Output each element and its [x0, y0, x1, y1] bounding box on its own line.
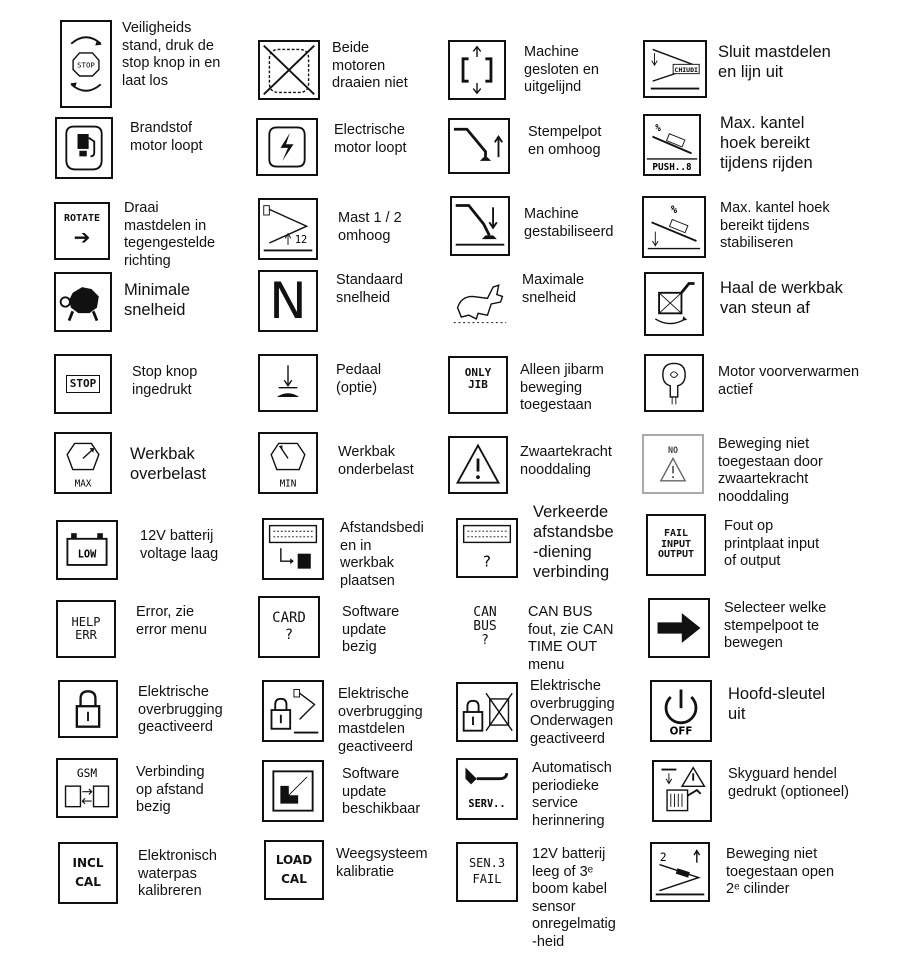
- item-label: Motor voorverwarmen actief: [718, 364, 860, 398]
- pedal-icon: [258, 354, 318, 412]
- item-label: Beweging niet toegestaan open 2ᵉ cilinder: [726, 846, 835, 897]
- item-label: Stop knop ingedrukt: [132, 364, 198, 398]
- svg-text:%: %: [655, 123, 661, 135]
- icon-text: GSM: [76, 766, 98, 780]
- glow-plug-icon: [644, 354, 704, 412]
- item-label: Veiligheids stand, druk de stop knop in en laat los: [122, 20, 221, 89]
- icon-text: STOP: [66, 375, 101, 393]
- stop-button-icon: [54, 354, 112, 414]
- no-warning-icon: [642, 434, 704, 494]
- engines-not-running-icon: [258, 40, 320, 100]
- machine-closed-icon: [448, 40, 506, 100]
- item-label: Draai mastdelen in tegengestelde richting: [124, 200, 216, 269]
- icon-text: CARD ?: [272, 610, 306, 643]
- card-icon: [258, 596, 320, 658]
- svg-text:STOP: STOP: [77, 60, 95, 70]
- padlock-mast-icon: [262, 680, 324, 742]
- service-icon: [456, 758, 518, 820]
- basket-remove-icon: [644, 272, 704, 336]
- icon-text: SEN.3 FAIL: [468, 856, 506, 886]
- machine-stabilized-icon: [450, 196, 510, 256]
- item-label: Elektrische overbrugging mastdelen geactiveerd: [338, 686, 423, 755]
- item-label: Machine gestabiliseerd: [524, 206, 614, 240]
- icon-text: LOW: [77, 548, 97, 561]
- item-label: Standaard snelheid: [336, 272, 403, 306]
- help-err-icon: [56, 600, 116, 658]
- basket-overload-icon: [54, 432, 112, 494]
- fail-io-icon: [646, 514, 706, 576]
- item-label: Beide motoren draaien niet: [332, 40, 408, 91]
- item-label: Skyguard hendel gedrukt (optioneel): [728, 766, 849, 800]
- electric-engine-icon: [256, 118, 318, 176]
- icon-text: MIN: [279, 478, 297, 490]
- item-label: Verkeerde afstandsbe -diening verbinding: [533, 503, 614, 581]
- arrow-right-icon: [648, 598, 710, 658]
- item-label: Weegsysteem kalibratie: [336, 846, 428, 880]
- item-label: Elektrische overbrugging geactiveerd: [138, 684, 223, 735]
- item-label: Software update beschikbaar: [342, 766, 421, 817]
- item-label: Software update bezig: [342, 604, 400, 655]
- remote-in-basket-icon: [262, 518, 324, 580]
- item-label: Error, zie error menu: [136, 604, 207, 638]
- basket-underload-icon: [258, 432, 318, 494]
- sen3-fail-icon: [456, 842, 518, 902]
- item-label: Werkbak overbelast: [130, 445, 207, 483]
- icon-text: OFF: [669, 725, 693, 738]
- item-label: Machine gesloten en uitgelijnd: [524, 44, 599, 95]
- safety-stand-icon: [60, 20, 112, 108]
- item-label: Selecteer welke stempelpoot te bewegen: [724, 600, 827, 651]
- outrigger-up-icon: [448, 118, 510, 174]
- icon-text: ?: [483, 552, 491, 571]
- item-label: Automatisch periodieke service herinnering: [532, 760, 612, 829]
- item-label: Haal de werkbak van steun af: [720, 279, 843, 317]
- turtle-icon: [54, 272, 112, 332]
- icon-text: HELP ERR: [71, 615, 101, 642]
- item-label: Werkbak onderbelast: [338, 444, 414, 478]
- icon-text: INCL CAL: [72, 855, 104, 889]
- software-available-icon: [262, 760, 324, 822]
- item-label: Elektrische overbrugging Onderwagen geactiveerd: [530, 678, 615, 747]
- gsm-icon: [56, 758, 118, 818]
- item-label: Max. kantel hoek bereikt tijdens stabiliseren: [720, 200, 830, 251]
- incl-cal-icon: [58, 842, 118, 904]
- item-label: Sluit mastdelen en lijn uit: [718, 43, 831, 81]
- item-label: 12V batterij leeg of 3ᵉ boom kabel sensor onregelmatig -heid: [532, 846, 616, 950]
- can-bus-icon: [454, 596, 516, 658]
- item-label: Maximale snelheid: [522, 272, 585, 306]
- icon-text: ROTATE: [63, 212, 101, 224]
- remote-connection-icon: [456, 518, 518, 578]
- padlock-undercarriage-icon: [456, 682, 518, 742]
- tilt-stabilizing-icon: [642, 196, 706, 258]
- warning-icon: [448, 436, 508, 494]
- normal-speed-icon: [258, 270, 318, 332]
- only-jib-icon: [448, 356, 508, 414]
- icon-text: LOAD CAL: [275, 852, 313, 886]
- item-label: Elektronisch waterpas kalibreren: [138, 848, 217, 899]
- icon-text: 2: [659, 850, 667, 864]
- hare-icon: [448, 272, 512, 334]
- mast-up-icon: [258, 198, 318, 260]
- icon-text: PUSH..8: [652, 162, 692, 174]
- icon-text: 12: [294, 234, 308, 246]
- load-cal-icon: [264, 840, 324, 900]
- rotate-icon: ROTATE ➔: [54, 202, 110, 260]
- fuel-engine-icon: [55, 117, 113, 179]
- power-off-icon: [650, 680, 712, 742]
- icon-text: SERV..: [468, 797, 506, 810]
- item-label: Stempelpot en omhoog: [528, 124, 602, 158]
- battery-low-icon: [56, 520, 118, 580]
- item-label: Afstandsbedi en in werkbak plaatsen: [340, 520, 424, 589]
- icon-text: ONLY JIB: [464, 366, 492, 391]
- icon-text: CHIUDI: [674, 65, 698, 74]
- item-label: Electrische motor loopt: [334, 122, 407, 156]
- icon-text: MAX: [74, 478, 92, 490]
- item-label: Pedaal (optie): [336, 362, 382, 396]
- item-label: Max. kantel hoek bereikt tijdens rijden: [720, 114, 813, 172]
- tilt-driving-icon: [643, 114, 701, 176]
- item-label: Fout op printplaat input of output: [724, 518, 820, 569]
- item-label: 12V batterij voltage laag: [140, 528, 219, 562]
- item-label: Alleen jibarm beweging toegestaan: [520, 362, 604, 413]
- item-label: Beweging niet toegestaan door zwaartekracht nooddaling: [718, 436, 823, 505]
- svg-text:%: %: [670, 203, 678, 216]
- skyguard-icon: [652, 760, 712, 822]
- item-label: Mast 1 / 2 omhoog: [338, 210, 402, 244]
- icon-text: CAN BUS ?: [473, 604, 497, 649]
- padlock-icon: [58, 680, 118, 738]
- item-label: Hoofd-sleutel uit: [728, 685, 826, 723]
- item-label: CAN BUS fout, zie CAN TIME OUT menu: [528, 604, 614, 673]
- icon-text: N: [269, 271, 307, 330]
- icon-text: NO: [667, 444, 679, 455]
- item-label: Brandstof motor loopt: [130, 120, 203, 154]
- item-label: Minimale snelheid: [124, 281, 191, 319]
- second-cylinder-icon: [650, 842, 710, 902]
- item-label: Verbinding op afstand bezig: [136, 764, 205, 815]
- icon-text: FAIL INPUT OUTPUT: [657, 528, 695, 561]
- item-label: Zwaartekracht nooddaling: [520, 444, 612, 478]
- close-mast-icon: [643, 40, 707, 98]
